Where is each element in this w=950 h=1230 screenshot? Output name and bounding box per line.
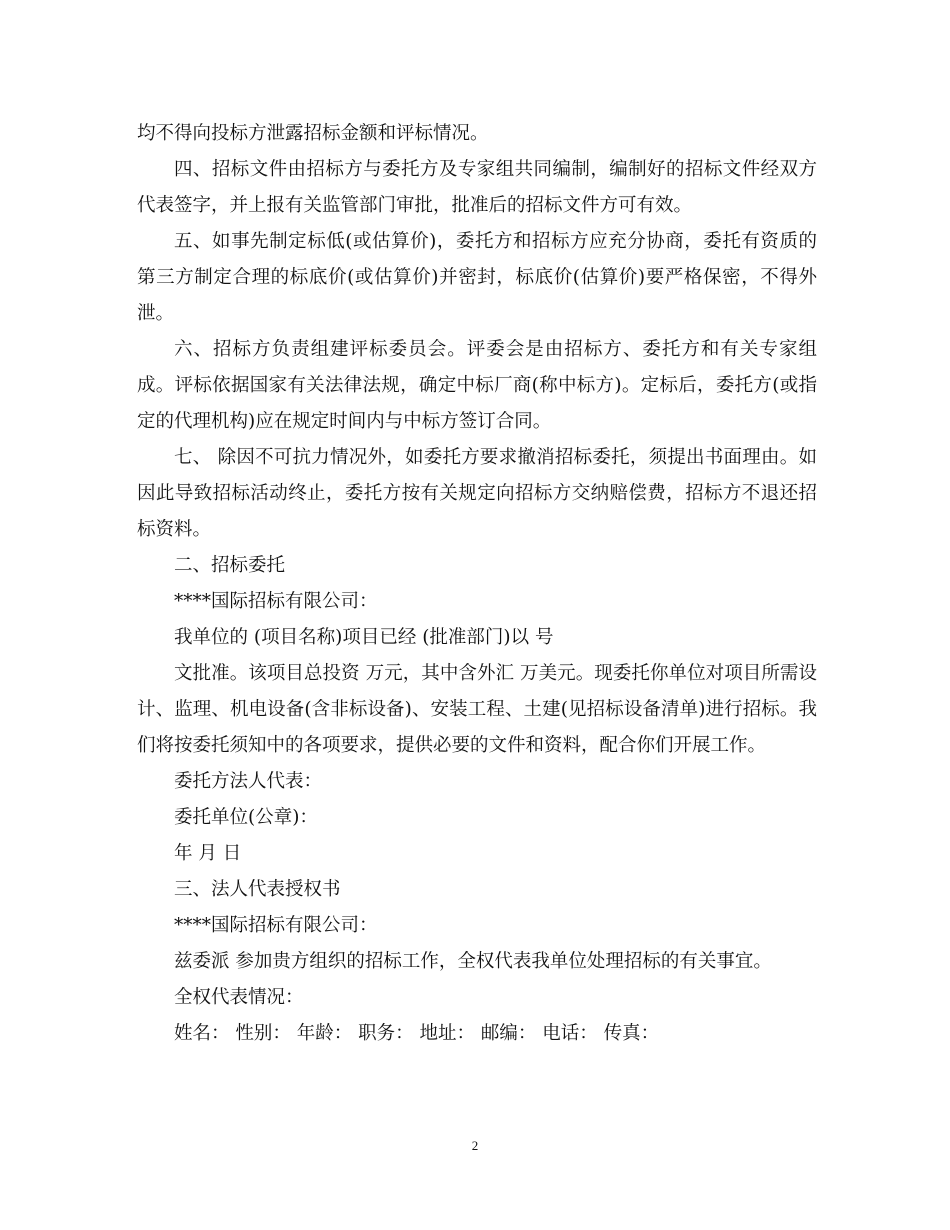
legal-representative-line: 委托方法人代表：: [174, 771, 323, 792]
paragraph-project-approval: 我单位的 (项目名称)项目已经 (批准部门)以 号: [174, 627, 554, 648]
addressee-company: ****国际招标有限公司：: [174, 591, 378, 612]
page-number: 2: [471, 1138, 479, 1153]
paragraph-entrustment-body: 文批准。该项目总投资 万元，其中含外汇 万美元。现委托你单位对项目所需设计、监理、机电设备(含非标设备)、安装工程、土建(见招标设备清单)进行招标。我们将按委托须知中的各项要求，提供必要的文件和资料，配合你们开展工作。: [137, 663, 817, 756]
paragraph-continuation: 均不得向投标方泄露招标金额和评标情况。: [137, 123, 489, 144]
paragraph-clause-7: 七、 除因不可抗力情况外，如委托方要求撤消招标委托，须提出书面理由。如因此导致招标活动终止，委托方按有关规定向招标方交纳赔偿费，招标方不退还招标资料。: [137, 447, 817, 540]
paragraph-clause-6: 六、招标方负责组建评标委员会。评委会是由招标方、委托方和有关专家组成。评标依据国家有关法律法规，确定中标厂商(称中标方)。定标后，委托方(或指定的代理机构)应在规定时间内与中标方签订合同。: [137, 339, 817, 432]
representative-info-heading: 全权代表情况：: [174, 987, 304, 1008]
date-line: 年 月 日: [174, 843, 242, 864]
paragraph-authorization-body: 兹委派 参加贵方组织的招标工作，全权代表我单位处理招标的有关事宜。: [174, 951, 772, 972]
addressee-company-2: ****国际招标有限公司：: [174, 915, 378, 936]
section-heading-authorization: 三、法人代表授权书: [174, 879, 341, 900]
paragraph-clause-4: 四、招标文件由招标方与委托方及专家组共同编制，编制好的招标文件经双方代表签字，并上报有关监管部门审批，批准后的招标文件方可有效。: [137, 159, 817, 216]
paragraph-clause-5: 五、如事先制定标低(或估算价)，委托方和招标方应充分协商，委托有资质的第三方制定合理的标底价(或估算价)并密封，标底价(估算价)要严格保密，不得外泄。: [137, 231, 817, 324]
entrusting-unit-seal-line: 委托单位(公章)：: [174, 807, 318, 828]
representative-info-fields: 姓名： 性别： 年龄： 职务： 地址： 邮编： 电话： 传真：: [174, 1023, 660, 1044]
document-body: [137, 116, 817, 1052]
section-heading-entrustment: 二、招标委托: [174, 555, 286, 576]
